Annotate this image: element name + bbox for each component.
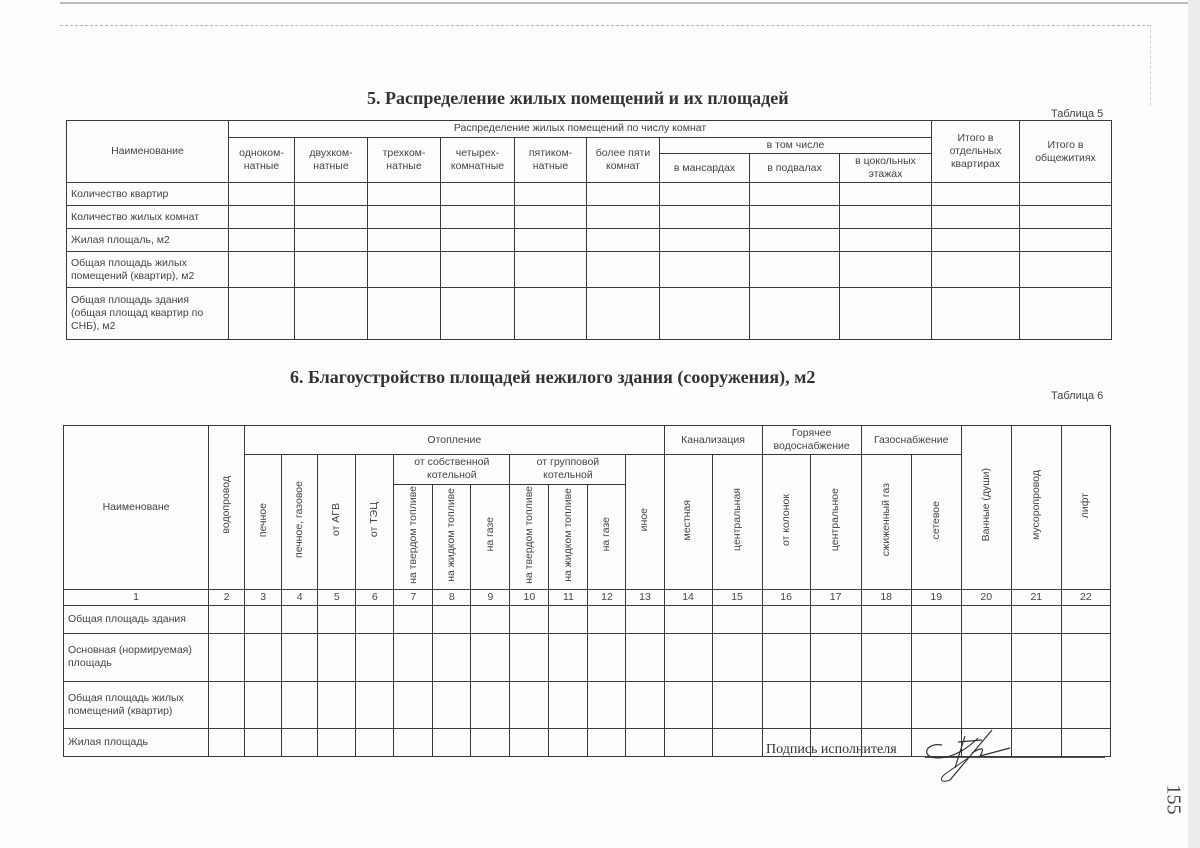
row-label: Общая площадь здания bbox=[64, 605, 209, 633]
cell[interactable] bbox=[368, 288, 441, 340]
cell[interactable] bbox=[433, 681, 471, 728]
column-number: 22 bbox=[1061, 589, 1110, 605]
scan-edge bbox=[60, 2, 1200, 4]
col-header: в подвалах bbox=[750, 154, 840, 183]
column-number: 12 bbox=[588, 589, 626, 605]
col-header: двухком-натные bbox=[295, 138, 368, 183]
cell[interactable] bbox=[433, 728, 471, 756]
table-row bbox=[67, 183, 1112, 206]
row-label: Основная (нормируемая) площадь bbox=[64, 633, 209, 681]
cell[interactable] bbox=[932, 229, 1020, 252]
column-number: 7 bbox=[394, 589, 433, 605]
column-number: 17 bbox=[810, 589, 861, 605]
section5-title: 5. Распределение жилых помещений и их площадей bbox=[367, 88, 789, 108]
col-header: центральная bbox=[730, 488, 743, 552]
cell[interactable] bbox=[932, 206, 1020, 229]
col-header: пятиком-натные bbox=[515, 138, 587, 183]
cell[interactable] bbox=[1061, 633, 1110, 681]
col-header: трехком-натные bbox=[368, 138, 441, 183]
cell[interactable] bbox=[840, 288, 932, 340]
col-header: в цокольных этажах bbox=[840, 154, 932, 183]
cell[interactable] bbox=[588, 681, 626, 728]
cell[interactable] bbox=[840, 206, 932, 229]
cell[interactable] bbox=[433, 633, 471, 681]
cell[interactable] bbox=[510, 605, 549, 633]
cell[interactable] bbox=[626, 728, 664, 756]
cell[interactable] bbox=[750, 206, 840, 229]
cell[interactable] bbox=[840, 252, 932, 288]
column-number: 5 bbox=[318, 589, 356, 605]
row-label: Количество жилых комнат bbox=[67, 206, 229, 229]
cell[interactable] bbox=[515, 206, 587, 229]
cell[interactable] bbox=[318, 681, 356, 728]
cell[interactable] bbox=[229, 229, 295, 252]
cell[interactable] bbox=[961, 681, 1011, 728]
cell[interactable] bbox=[394, 681, 433, 728]
cell[interactable] bbox=[515, 288, 587, 340]
cell[interactable] bbox=[245, 728, 282, 756]
cell[interactable] bbox=[750, 252, 840, 288]
cell[interactable] bbox=[441, 288, 515, 340]
cell[interactable] bbox=[441, 229, 515, 252]
table-row bbox=[67, 229, 1112, 252]
cell[interactable] bbox=[810, 681, 861, 728]
cell[interactable] bbox=[441, 252, 515, 288]
cell[interactable] bbox=[245, 681, 282, 728]
table-6 bbox=[63, 425, 1111, 757]
cell[interactable] bbox=[318, 605, 356, 633]
col-header: в мансардах bbox=[660, 154, 750, 183]
col-header: одноком-натные bbox=[229, 138, 295, 183]
table-row bbox=[67, 288, 1112, 340]
page-number: 155 bbox=[1162, 784, 1185, 815]
cell[interactable] bbox=[295, 183, 368, 206]
table-row bbox=[67, 206, 1112, 229]
cell[interactable] bbox=[660, 252, 750, 288]
signature-label: Подпись исполнителя bbox=[766, 742, 897, 757]
col-header: на жидком топливе bbox=[445, 487, 458, 582]
col-header: от АГВ bbox=[330, 503, 343, 537]
row-label: Общая площадь жилых помещений (квартир), м2 bbox=[67, 252, 229, 288]
col-header-baths: Ванные (души) bbox=[979, 468, 992, 542]
row-label: Общая площадь жилых помещений (квартир) bbox=[64, 681, 209, 728]
col-group-hot-water: Горячее водоснабжение bbox=[762, 426, 861, 455]
col-header: на твердом топливе bbox=[522, 485, 535, 584]
cell[interactable] bbox=[810, 605, 861, 633]
handwritten-signature bbox=[920, 728, 1030, 788]
row-label: Жилая площаль, м2 bbox=[67, 229, 229, 252]
col-header: центральное bbox=[829, 488, 842, 552]
cell[interactable] bbox=[245, 605, 282, 633]
cell[interactable] bbox=[295, 229, 368, 252]
col-header-garbage: мусоропровод bbox=[1029, 470, 1042, 541]
cell[interactable] bbox=[368, 183, 441, 206]
cell[interactable] bbox=[229, 252, 295, 288]
table6-label: Таблица 6 bbox=[1051, 390, 1104, 402]
col-header: печное bbox=[256, 502, 269, 537]
cell[interactable] bbox=[549, 728, 588, 756]
col-header: четырех-комнатные bbox=[441, 138, 515, 183]
cell[interactable] bbox=[356, 605, 394, 633]
cell[interactable] bbox=[587, 252, 660, 288]
cell[interactable] bbox=[762, 605, 810, 633]
cell[interactable] bbox=[549, 605, 588, 633]
col-header-water: водопровод bbox=[220, 476, 233, 534]
col-group-own-boiler: от собственной котельной bbox=[394, 455, 510, 484]
cell[interactable] bbox=[510, 633, 549, 681]
cell[interactable] bbox=[961, 633, 1011, 681]
cell[interactable] bbox=[356, 728, 394, 756]
cell[interactable] bbox=[441, 183, 515, 206]
cell[interactable] bbox=[1011, 605, 1061, 633]
row-label: Количество квартир bbox=[67, 183, 229, 206]
column-number: 16 bbox=[762, 589, 810, 605]
col-header: сетевое bbox=[929, 500, 942, 540]
cell[interactable] bbox=[549, 633, 588, 681]
column-number: 11 bbox=[549, 589, 588, 605]
column-number: 10 bbox=[510, 589, 549, 605]
col-header: печное, газовое bbox=[293, 481, 306, 559]
col-header: местная bbox=[681, 499, 694, 541]
cell[interactable] bbox=[318, 728, 356, 756]
cell[interactable] bbox=[1061, 728, 1110, 756]
col-header: на газе bbox=[600, 517, 613, 552]
column-number-row bbox=[64, 589, 1111, 605]
cell[interactable] bbox=[549, 681, 588, 728]
cell[interactable] bbox=[515, 183, 587, 206]
cell[interactable] bbox=[1020, 229, 1112, 252]
column-number: 19 bbox=[911, 589, 961, 605]
cell[interactable] bbox=[626, 681, 664, 728]
cell[interactable] bbox=[932, 288, 1020, 340]
column-number: 8 bbox=[433, 589, 471, 605]
cell[interactable] bbox=[356, 681, 394, 728]
cell[interactable] bbox=[295, 206, 368, 229]
cell[interactable] bbox=[840, 183, 932, 206]
cell[interactable] bbox=[394, 633, 433, 681]
scan-artifact-line bbox=[1150, 25, 1151, 105]
cell[interactable] bbox=[1061, 681, 1110, 728]
cell[interactable] bbox=[515, 229, 587, 252]
column-number: 15 bbox=[712, 589, 762, 605]
cell[interactable] bbox=[318, 633, 356, 681]
col-header: от ТЭЦ bbox=[368, 502, 381, 538]
cell[interactable] bbox=[1061, 605, 1110, 633]
col-group-group-boiler: от групповой котельной bbox=[510, 455, 626, 484]
col-header-lift: лифт bbox=[1079, 492, 1092, 518]
cell[interactable] bbox=[932, 252, 1020, 288]
cell[interactable] bbox=[394, 605, 433, 633]
cell[interactable] bbox=[588, 633, 626, 681]
col-header-name: Наименоване bbox=[64, 426, 209, 590]
cell[interactable] bbox=[664, 681, 712, 728]
col-group-sewer: Канализация bbox=[664, 426, 762, 455]
col-header: более пяти комнат bbox=[587, 138, 660, 183]
column-number: 1 bbox=[64, 589, 209, 605]
cell[interactable] bbox=[282, 681, 318, 728]
column-number: 2 bbox=[209, 589, 245, 605]
column-number: 6 bbox=[356, 589, 394, 605]
col-header: на жидком топливе bbox=[561, 487, 574, 582]
cell[interactable] bbox=[861, 633, 911, 681]
cell[interactable] bbox=[588, 605, 626, 633]
cell[interactable] bbox=[510, 728, 549, 756]
cell[interactable] bbox=[712, 633, 762, 681]
col-header-total-dorms: Итого в общежитиях bbox=[1020, 121, 1112, 183]
cell[interactable] bbox=[510, 681, 549, 728]
cell[interactable] bbox=[282, 605, 318, 633]
col-header: на твердом топливе bbox=[406, 485, 419, 584]
cell[interactable] bbox=[471, 681, 510, 728]
table5-label: Таблица 5 bbox=[1051, 108, 1104, 120]
cell[interactable] bbox=[587, 183, 660, 206]
cell[interactable] bbox=[209, 681, 245, 728]
col-header: от колонок bbox=[779, 493, 792, 546]
cell[interactable] bbox=[660, 288, 750, 340]
cell[interactable] bbox=[932, 183, 1020, 206]
cell[interactable] bbox=[810, 633, 861, 681]
scan-margin bbox=[1188, 0, 1200, 848]
column-number: 4 bbox=[282, 589, 318, 605]
cell[interactable] bbox=[1020, 252, 1112, 288]
cell[interactable] bbox=[660, 206, 750, 229]
cell[interactable] bbox=[433, 605, 471, 633]
cell[interactable] bbox=[1020, 288, 1112, 340]
cell[interactable] bbox=[1020, 183, 1112, 206]
cell[interactable] bbox=[911, 633, 961, 681]
column-number: 13 bbox=[626, 589, 664, 605]
cell[interactable] bbox=[712, 728, 762, 756]
cell[interactable] bbox=[664, 605, 712, 633]
col-group-rooms: Распределение жилых помещений по числу комнат bbox=[229, 121, 932, 138]
col-header-total-apartments: Итого в отдельных квартирах bbox=[932, 121, 1020, 183]
col-group-gas: Газоснабжение bbox=[861, 426, 961, 455]
col-header: сжиженный газ bbox=[879, 483, 892, 557]
cell[interactable] bbox=[911, 605, 961, 633]
cell[interactable] bbox=[1011, 633, 1061, 681]
cell[interactable] bbox=[356, 633, 394, 681]
cell[interactable] bbox=[587, 206, 660, 229]
table-row bbox=[64, 681, 1111, 728]
cell[interactable] bbox=[1011, 681, 1061, 728]
cell[interactable] bbox=[762, 681, 810, 728]
cell[interactable] bbox=[229, 206, 295, 229]
cell[interactable] bbox=[861, 681, 911, 728]
cell[interactable] bbox=[471, 633, 510, 681]
cell[interactable] bbox=[209, 605, 245, 633]
column-number: 20 bbox=[961, 589, 1011, 605]
cell[interactable] bbox=[368, 206, 441, 229]
col-header-other: иное bbox=[638, 508, 651, 532]
col-group-heating: Отопление bbox=[245, 426, 664, 455]
table-row bbox=[64, 633, 1111, 681]
cell[interactable] bbox=[588, 728, 626, 756]
cell[interactable] bbox=[626, 633, 664, 681]
column-number: 9 bbox=[471, 589, 510, 605]
cell[interactable] bbox=[660, 183, 750, 206]
table-5 bbox=[66, 120, 1112, 340]
cell[interactable] bbox=[712, 605, 762, 633]
cell[interactable] bbox=[394, 728, 433, 756]
cell[interactable] bbox=[1020, 206, 1112, 229]
cell[interactable] bbox=[587, 229, 660, 252]
cell[interactable] bbox=[515, 252, 587, 288]
cell[interactable] bbox=[626, 605, 664, 633]
column-number: 21 bbox=[1011, 589, 1061, 605]
col-header: на газе bbox=[483, 517, 496, 552]
cell[interactable] bbox=[209, 728, 245, 756]
cell[interactable] bbox=[861, 605, 911, 633]
col-group-including: в том числе bbox=[660, 138, 932, 154]
cell[interactable] bbox=[664, 728, 712, 756]
cell[interactable] bbox=[368, 252, 441, 288]
cell[interactable] bbox=[762, 633, 810, 681]
cell[interactable] bbox=[750, 288, 840, 340]
cell[interactable] bbox=[229, 183, 295, 206]
cell[interactable] bbox=[664, 633, 712, 681]
cell[interactable] bbox=[471, 728, 510, 756]
cell[interactable] bbox=[441, 206, 515, 229]
col-header-name: Наименование bbox=[67, 121, 229, 183]
cell[interactable] bbox=[209, 633, 245, 681]
cell[interactable] bbox=[368, 229, 441, 252]
column-number: 14 bbox=[664, 589, 712, 605]
cell[interactable] bbox=[229, 288, 295, 340]
cell[interactable] bbox=[660, 229, 750, 252]
column-number: 18 bbox=[861, 589, 911, 605]
cell[interactable] bbox=[750, 183, 840, 206]
cell[interactable] bbox=[282, 728, 318, 756]
table-row bbox=[67, 252, 1112, 288]
cell[interactable] bbox=[750, 229, 840, 252]
column-number: 3 bbox=[245, 589, 282, 605]
cell[interactable] bbox=[712, 681, 762, 728]
cell[interactable] bbox=[295, 252, 368, 288]
cell[interactable] bbox=[245, 633, 282, 681]
cell[interactable] bbox=[282, 633, 318, 681]
cell[interactable] bbox=[295, 288, 368, 340]
section6-title: 6. Благоустройство площадей нежилого здания (сооружения), м2 bbox=[290, 367, 816, 387]
row-label: Общая площадь здания (общая площад квартир по СНБ), м2 bbox=[67, 288, 229, 340]
cell[interactable] bbox=[587, 288, 660, 340]
row-label: Жилая площадь bbox=[64, 728, 209, 756]
cell[interactable] bbox=[911, 681, 961, 728]
table-row bbox=[64, 605, 1111, 633]
scan-artifact-line bbox=[60, 25, 1150, 26]
cell[interactable] bbox=[471, 605, 510, 633]
cell[interactable] bbox=[840, 229, 932, 252]
cell[interactable] bbox=[961, 605, 1011, 633]
